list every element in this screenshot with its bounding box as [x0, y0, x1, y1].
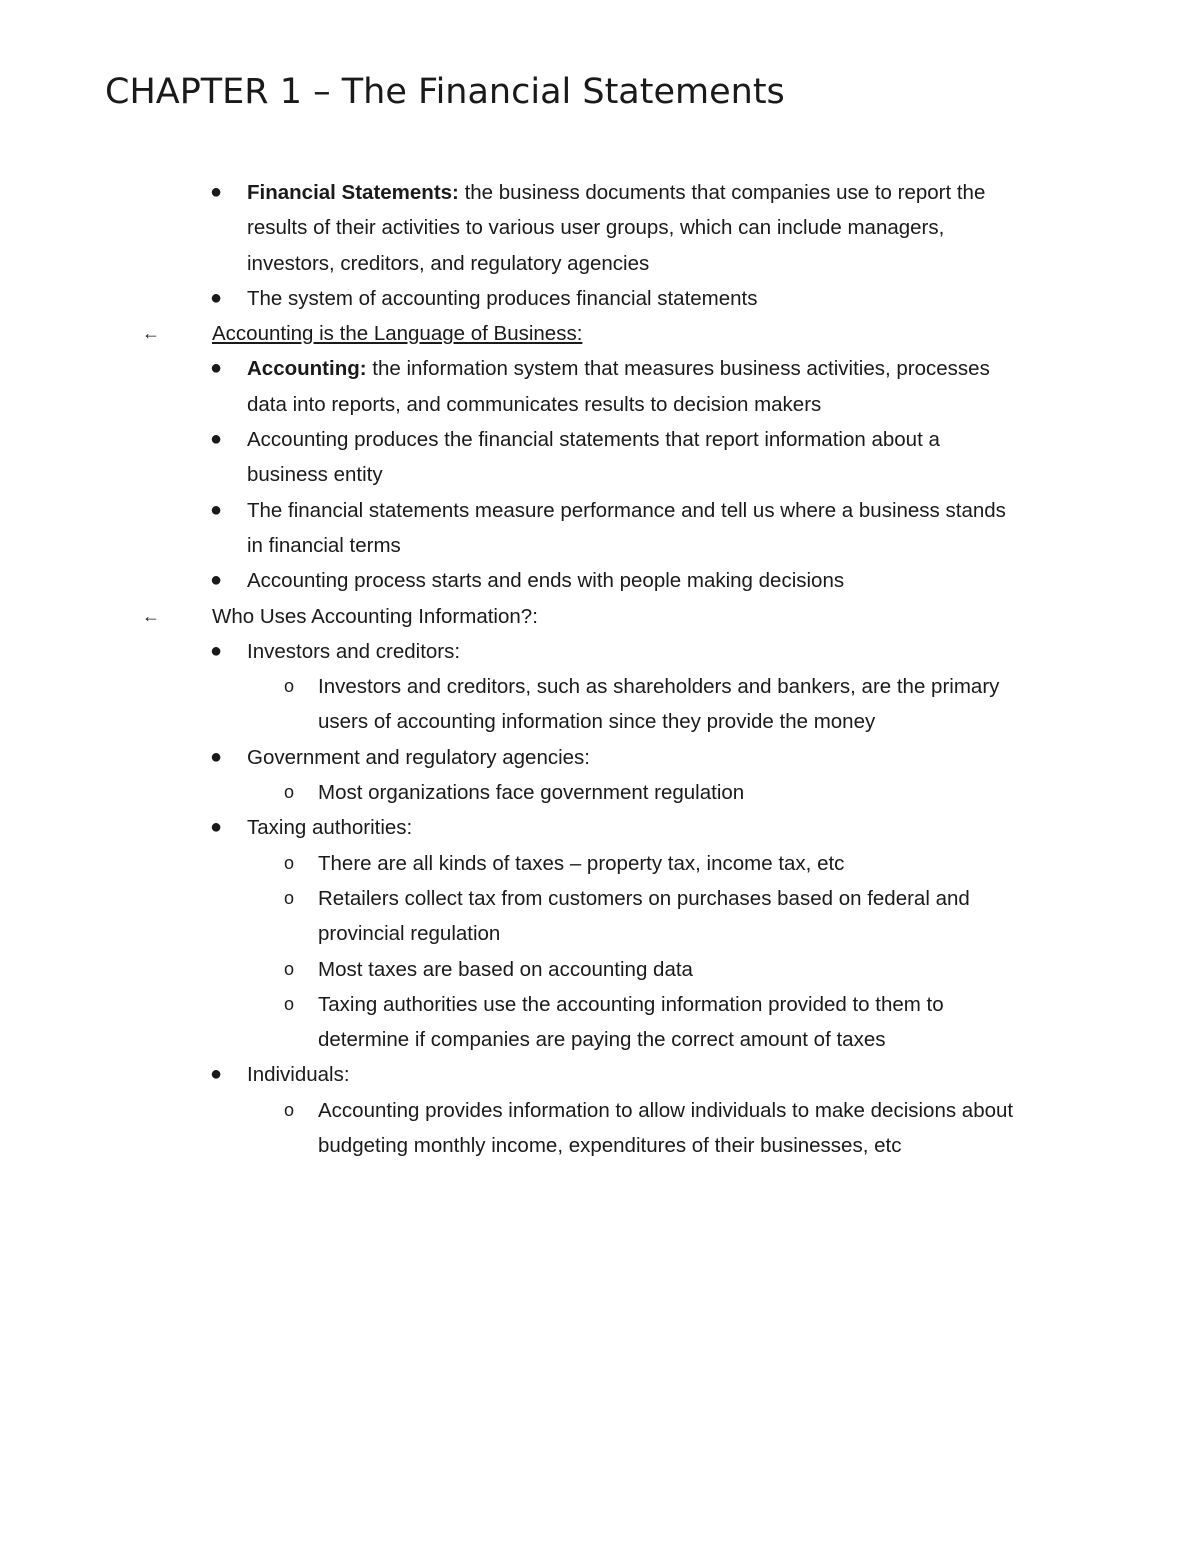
term-accounting: Accounting:: [247, 357, 367, 381]
list-item-text: The financial statements measure performance and tell us where a business stands: [247, 498, 1006, 522]
bullet-icon: ●: [209, 428, 223, 451]
arrow-left-icon: ←: [142, 323, 160, 344]
sub-list-item: [0, 881, 1200, 916]
page-title: CHAPTER 1 – The Financial Statements: [105, 72, 785, 112]
bullet-icon: ●: [209, 286, 223, 309]
list-item: [0, 351, 1200, 386]
bullet-icon: ●: [209, 745, 223, 768]
definition-text: the business documents that companies use to report the: [458, 181, 986, 204]
bullet-icon: ●: [209, 498, 223, 521]
sub-list-item-text: Most taxes are based on accounting data: [318, 957, 693, 981]
sub-list-item: [0, 669, 1200, 704]
bullet-icon: ●: [209, 639, 223, 662]
list-item-text: in financial terms: [247, 533, 401, 557]
definition-text: investors, creditors, and regulatory agencies: [247, 251, 650, 275]
section-heading: [0, 316, 1200, 351]
list-item: [0, 422, 1200, 457]
sub-list-item-text: provincial regulation: [318, 922, 501, 946]
definition-text: the information system that measures business activities, processes: [366, 357, 990, 381]
bullet-icon: ●: [209, 357, 223, 380]
circle-bullet-icon: o: [283, 852, 294, 873]
sub-list-item: [0, 846, 1200, 881]
list-item: [0, 493, 1200, 528]
list-item: [0, 175, 1200, 210]
bullet-icon: ●: [209, 181, 223, 203]
list-item: [0, 281, 1200, 316]
list-item-text: Accounting produces the financial statements that report information about a: [247, 428, 940, 452]
sub-list-item-text: budgeting monthly income, expenditures of their businesses, etc: [318, 1134, 902, 1158]
sub-list-item: [0, 775, 1200, 810]
sub-list-item: [0, 987, 1200, 1022]
sub-list-item-text: Retailers collect tax from customers on purchases based on federal and: [318, 886, 970, 910]
definition-text: results of their activities to various user groups, which can include managers,: [247, 216, 945, 240]
list-item-text: Accounting process starts and ends with people making decisions: [247, 569, 845, 593]
sub-list-item-text: There are all kinds of taxes – property tax, income tax, etc: [318, 851, 845, 875]
bullet-icon: ●: [209, 569, 223, 592]
sub-list-item-text: Investors and creditors, such as shareholders and bankers, are the primary: [318, 675, 1000, 699]
section-heading-text: Who Uses Accounting Information?:: [212, 604, 538, 628]
definition-text: data into reports, and communicates results to decision makers: [247, 392, 822, 416]
circle-bullet-icon: o: [283, 993, 294, 1014]
sub-list-item-text: Taxing authorities use the accounting information provided to them to: [318, 992, 944, 1016]
list-item: [0, 810, 1200, 845]
sub-list-item: [0, 1093, 1200, 1128]
list-item-text: Individuals:: [247, 1063, 350, 1087]
section-heading-text: Accounting is the Language of Business:: [212, 322, 583, 346]
circle-bullet-icon: o: [283, 887, 294, 908]
circle-bullet-icon: o: [283, 676, 294, 697]
circle-bullet-icon: o: [283, 782, 294, 803]
term-financial-statements: Financial Statements:: [247, 181, 459, 204]
list-item: [0, 563, 1200, 598]
list-item: [0, 634, 1200, 669]
list-item-text: Taxing authorities:: [247, 816, 413, 840]
sub-list-item-text: users of accounting information since they provide the money: [318, 710, 876, 734]
bullet-icon: ●: [209, 1063, 223, 1086]
sub-list-item: [0, 952, 1200, 987]
list-item-text: Investors and creditors:: [247, 639, 461, 663]
list-item: [0, 1057, 1200, 1092]
arrow-left-icon: ←: [142, 605, 160, 626]
sub-list-item-text: Most organizations face government regulation: [318, 781, 745, 805]
list-item-text: business entity: [247, 463, 383, 487]
list-item-text: Government and regulatory agencies:: [247, 745, 591, 769]
sub-list-item-text: Accounting provides information to allow individuals to make decisions about: [318, 1098, 1014, 1122]
section-heading: [0, 599, 1200, 634]
circle-bullet-icon: o: [283, 1099, 294, 1120]
bullet-icon: ●: [209, 816, 223, 839]
list-item: [0, 740, 1200, 775]
sub-list-item-text: determine if companies are paying the correct amount of taxes: [318, 1028, 886, 1052]
notes-body: [0, 175, 1200, 1163]
circle-bullet-icon: o: [283, 958, 294, 979]
list-item-text: The system of accounting produces financial statements: [247, 286, 758, 310]
